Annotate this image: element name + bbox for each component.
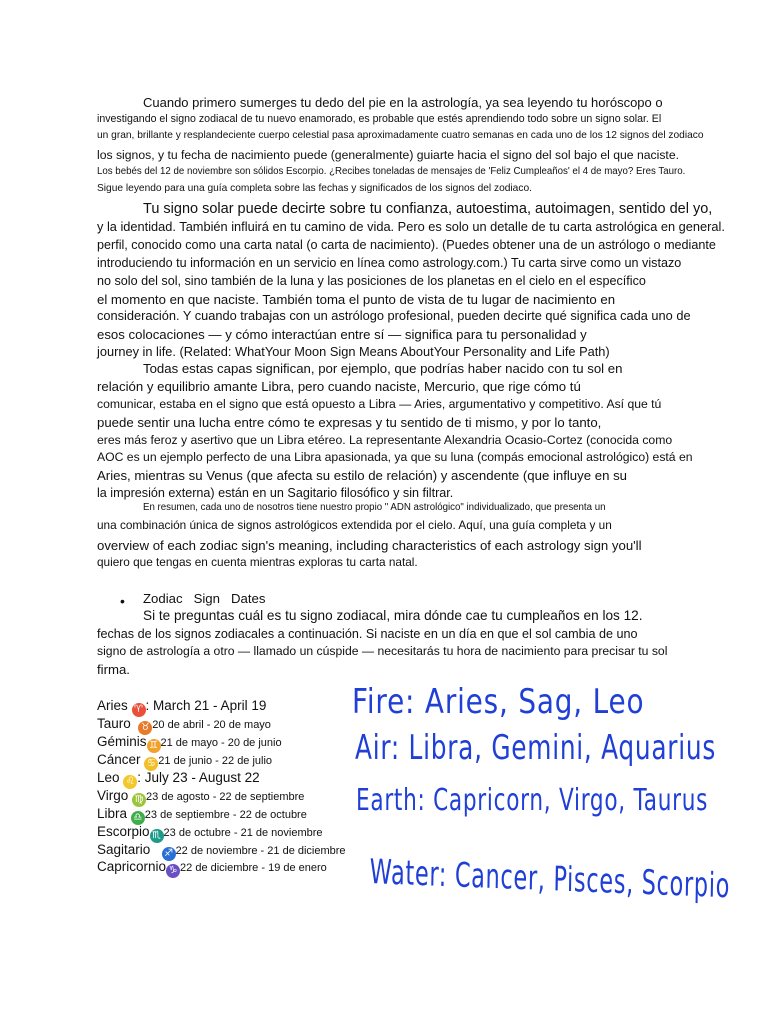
zodiac-name: Virgo xyxy=(97,788,129,803)
zodiac-row xyxy=(97,858,327,875)
zodiac-row xyxy=(97,787,304,804)
geminis-sign-icon: ♊ xyxy=(147,739,161,753)
zodiac-row xyxy=(97,733,282,750)
zodiac-spacer xyxy=(128,698,132,713)
zodiac-dates: 21 de junio - 22 de julio xyxy=(158,755,273,767)
zodiac-dates: 23 de octubre - 21 de noviembre xyxy=(163,827,323,839)
sagitario-sign-icon: ♐ xyxy=(162,847,176,861)
zodiac-row xyxy=(97,751,272,768)
p3-line: relación y equilibrio amante Libra, pero cuando naciste, Mercurio, que rige cómo tú xyxy=(97,379,581,394)
zodiac-name: Capricornio xyxy=(97,859,167,874)
zodiac-name: Tauro xyxy=(97,716,131,731)
zodiac-name: Géminis xyxy=(97,734,147,749)
p2-line: no solo del sol, sino también de la luna y las posiciones de los planetas en el cielo en el específico xyxy=(97,274,646,288)
zodiac-spacer xyxy=(131,716,139,731)
virgo-sign-icon: ♍ xyxy=(132,793,146,807)
p3-line: AOC es un ejemplo perfecto de una Libra apasionada, ya que su luna (compás emocional astrológico) está en xyxy=(97,450,693,464)
zodiac-row xyxy=(97,697,266,714)
zodiac-name: Libra xyxy=(97,806,128,821)
zodiac-row xyxy=(97,715,271,732)
libra-sign-icon: ♎ xyxy=(131,811,145,825)
zodiac-name: Cáncer xyxy=(97,752,141,767)
zodiac-spacer xyxy=(150,842,161,857)
bullet-marker: • xyxy=(120,593,125,609)
tauro-sign-icon: ♉ xyxy=(138,721,152,735)
zodiac-row xyxy=(97,823,323,840)
p2-line: y la identidad. También influirá en tu camino de vida. Pero es solo un detalle de tu carta astrológica en general. xyxy=(97,219,725,234)
zodiac-name: Leo xyxy=(97,770,120,785)
zodiac-dates: : July 23 - August 22 xyxy=(137,770,260,785)
cancer-sign-icon: ♋ xyxy=(144,757,158,771)
handwritten-fire: Fire: Aries, Sag, Leo xyxy=(352,682,645,722)
zodiac-name: Escorpio xyxy=(97,824,150,839)
zodiac-dates: 20 de abril - 20 de mayo xyxy=(152,719,271,731)
p4-line: En resumen, cada uno de nosotros tiene nuestro propio " ADN astrológico" individualizado, que presenta un xyxy=(143,502,606,513)
p1-line: un gran, brillante y resplandeciente cuerpo celestial pasa aproximadamente cuatro semanas en cada uno de los 12 signos del zodiaco xyxy=(97,130,704,141)
zodiac-dates: 22 de diciembre - 19 de enero xyxy=(180,862,327,874)
zodiac-dates: : March 21 - April 19 xyxy=(145,698,267,713)
p2-line: journey in life. (Related: WhatYour Moon Sign Means AboutYour Personality and Life Path) xyxy=(97,344,610,359)
p1-line: Cuando primero sumerges tu dedo del pie en la astrología, ya sea leyendo tu horóscopo o xyxy=(143,95,663,110)
p5-line: signo de astrología a otro — llamado un cúspide — necesitarás tu hora de nacimiento para precisar tu sol xyxy=(97,644,668,658)
leo-sign-icon: ♌ xyxy=(123,775,137,789)
zodiac-name: Sagitario xyxy=(97,842,151,857)
p1-line: investigando el signo zodiacal de tu nuevo enamorado, es probable que estés aprendiendo todo sobre un signo solar. El xyxy=(97,113,662,125)
zodiac-row xyxy=(97,805,307,822)
zodiac-dates: 23 de septiembre - 22 de octubre xyxy=(144,809,307,821)
p1-line: los signos, y tu fecha de nacimiento puede (generalmente) guiarte hacia el signo del sol bajo el que naciste. xyxy=(97,148,679,162)
p3-line: comunicar, estaba en el signo que está opuesto a Libra — Aries, argumentativo y competitivo. Así que tú xyxy=(97,397,662,411)
zodiac-dates: 21 de mayo - 20 de junio xyxy=(160,737,282,749)
p2-line: consideración. Y cuando trabajas con un astrólogo profesional, pueden decirte qué significa cada uno de xyxy=(97,308,691,323)
p1-line: Los bebés del 12 de noviembre son sólidos Escorpio. ¿Recibes toneladas de mensajes de 'Feliz Cumpleaños' el 4 de mayo? Eres Tauro. xyxy=(97,166,686,177)
p2-line: el momento en que naciste. También toma el punto de vista de tu lugar de nacimiento en xyxy=(97,292,616,307)
zodiac-dates: 22 de noviembre - 21 de diciembre xyxy=(175,845,346,857)
p3-line: Aries, mientras su Venus (que afecta su estilo de relación) y ascendente (que influye en su xyxy=(97,468,627,483)
p2-line: introduciendo tu información en un servicio en línea como astrology.com.) Tu carta sirve como un vistazo xyxy=(97,256,682,270)
section-heading: Zodiac Sign Dates xyxy=(143,591,266,606)
p4-line: una combinación única de signos astrológicos extendida por el cielo. Aquí, una guía completa y un xyxy=(97,518,612,532)
p2-line: perfil, conocido como una carta natal (o carta de nacimiento). (Puedes obtener una de un astrólogo o mediante xyxy=(97,238,716,252)
p3-line: la impresión externa) están en un Sagitario filosófico y sin filtrar. xyxy=(97,486,454,500)
handwritten-earth: Earth: Capricorn, Virgo, Taurus xyxy=(356,783,709,818)
p4-line: overview of each zodiac sign's meaning, including characteristics of each astrology sign you'll xyxy=(97,538,642,553)
p5-line: Si te preguntas cuál es tu signo zodiacal, mira dónde cae tu cumpleaños en los 12. xyxy=(143,608,643,623)
escorpio-sign-icon: ♏ xyxy=(150,829,164,843)
capricornio-sign-icon: ♑ xyxy=(166,864,180,878)
p3-line: eres más feroz y asertivo que un Libra etéreo. La representante Alexandria Ocasio-Cortez (conocida como xyxy=(97,433,673,447)
zodiac-name: Aries xyxy=(97,698,128,713)
handwritten-air: Air: Libra, Gemini, Aquarius xyxy=(355,728,716,768)
p2-line: Tu signo solar puede decirte sobre tu confianza, autoestima, autoimagen, sentido del yo, xyxy=(143,201,713,217)
p5-line: fechas de los signos zodiacales a continuación. Si naciste en un día en que el sol cambia de uno xyxy=(97,627,638,641)
p3-line: puede sentir una lucha entre cómo te expresas y tu sentido de ti mismo, y por lo tanto, xyxy=(97,415,602,430)
p5-line: firma. xyxy=(97,662,130,677)
zodiac-row xyxy=(97,769,260,786)
p2-line: esos colocaciones — y cómo interactúan entre sí — significa para tu personalidad y xyxy=(97,327,587,342)
p4-line: quiero que tengas en cuenta mientras exploras tu carta natal. xyxy=(97,555,418,569)
zodiac-dates: 23 de agosto - 22 de septiembre xyxy=(146,791,305,803)
p1-line: Sigue leyendo para una guía completa sobre las fechas y significados de los signos del zodiaco. xyxy=(97,183,532,194)
aries-sign-icon: ♈ xyxy=(132,703,146,717)
handwritten-water: Water: Cancer, Pisces, Scorpio xyxy=(369,852,731,907)
zodiac-row xyxy=(97,841,346,858)
p3-line: Todas estas capas significan, por ejemplo, que podrías haber nacido con tu sol en xyxy=(143,361,623,376)
